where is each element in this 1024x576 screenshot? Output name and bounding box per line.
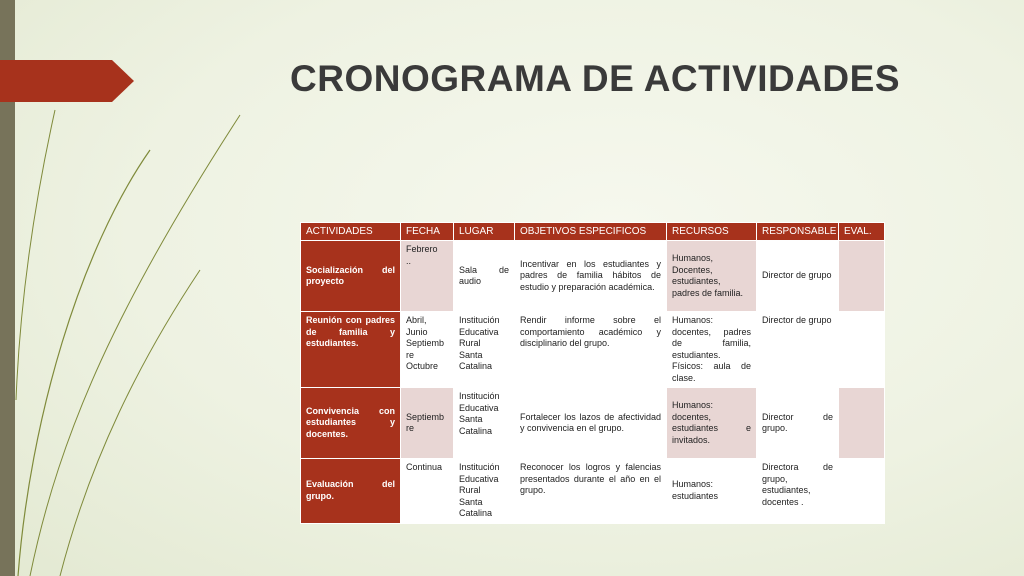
table-row	[301, 241, 885, 312]
header-lugar: LUGAR	[454, 223, 515, 241]
cell-responsable: Director de grupo.	[757, 388, 839, 459]
cell-recursos: Humanos: docentes, estudiantes e invitados.	[667, 388, 757, 459]
page-title: CRONOGRAMA DE ACTIVIDADES	[290, 58, 900, 99]
title-arrow-banner	[0, 60, 134, 102]
cell-actividad: Socialización del proyecto	[301, 241, 401, 312]
cell-recursos: Humanos, Docentes, estudiantes, padres de familia.	[667, 241, 757, 312]
table-row	[301, 459, 885, 524]
table-row	[301, 312, 885, 388]
cell-lugar: Institución Educativa Rural Santa Catalina	[454, 312, 515, 388]
cell-actividad: Reunión con padres de familia y estudiantes.	[301, 312, 401, 388]
cell-objetivos: Rendir informe sobre el comportamiento académico y disciplinario del grupo.	[515, 312, 667, 388]
cell-recursos: Humanos: docentes, padres de familia, estudiantes. Físicos: aula de clase.	[667, 312, 757, 388]
cell-fecha: Continua	[401, 459, 454, 524]
cell-lugar: Sala de audio	[454, 241, 515, 312]
header-objetivos: OBJETIVOS ESPECIFICOS	[515, 223, 667, 241]
cell-lugar: Institución Educativa Santa Catalina	[454, 388, 515, 459]
cell-fecha: Abril, Junio Septiemb re Octubre	[401, 312, 454, 388]
table-header-row	[301, 223, 885, 241]
cell-responsable: Directora de grupo, estudiantes, docentes .	[757, 459, 839, 524]
cell-fecha: Febrero ..	[401, 241, 454, 312]
header-responsable: RESPONSABLE	[757, 223, 839, 241]
cell-lugar: Institución Educativa Rural Santa Catalina	[454, 459, 515, 524]
cell-eval	[839, 241, 885, 312]
table-row	[301, 388, 885, 459]
header-recursos: RECURSOS	[667, 223, 757, 241]
cell-eval	[839, 388, 885, 459]
cell-actividad: Convivencia con estudiantes y docentes.	[301, 388, 401, 459]
cell-actividad: Evaluación del grupo.	[301, 459, 401, 524]
schedule-table	[300, 222, 885, 524]
header-fecha: FECHA	[401, 223, 454, 241]
cell-recursos: Humanos: estudiantes	[667, 459, 757, 524]
cell-objetivos: Incentivar en los estudiantes y padres de familia hábitos de estudio y preparación académica.	[515, 241, 667, 312]
header-eval: EVAL.	[839, 223, 885, 241]
cell-eval	[839, 312, 885, 388]
cell-eval	[839, 459, 885, 524]
header-actividades: ACTIVIDADES	[301, 223, 401, 241]
cell-responsable: Director de grupo	[757, 312, 839, 388]
cell-objetivos: Reconocer los logros y falencias presentados durante el año en el grupo.	[515, 459, 667, 524]
cell-responsable: Director de grupo	[757, 241, 839, 312]
cell-objetivos: Fortalecer los lazos de afectividad y convivencia en el grupo.	[515, 388, 667, 459]
cell-fecha: Septiemb re	[401, 388, 454, 459]
